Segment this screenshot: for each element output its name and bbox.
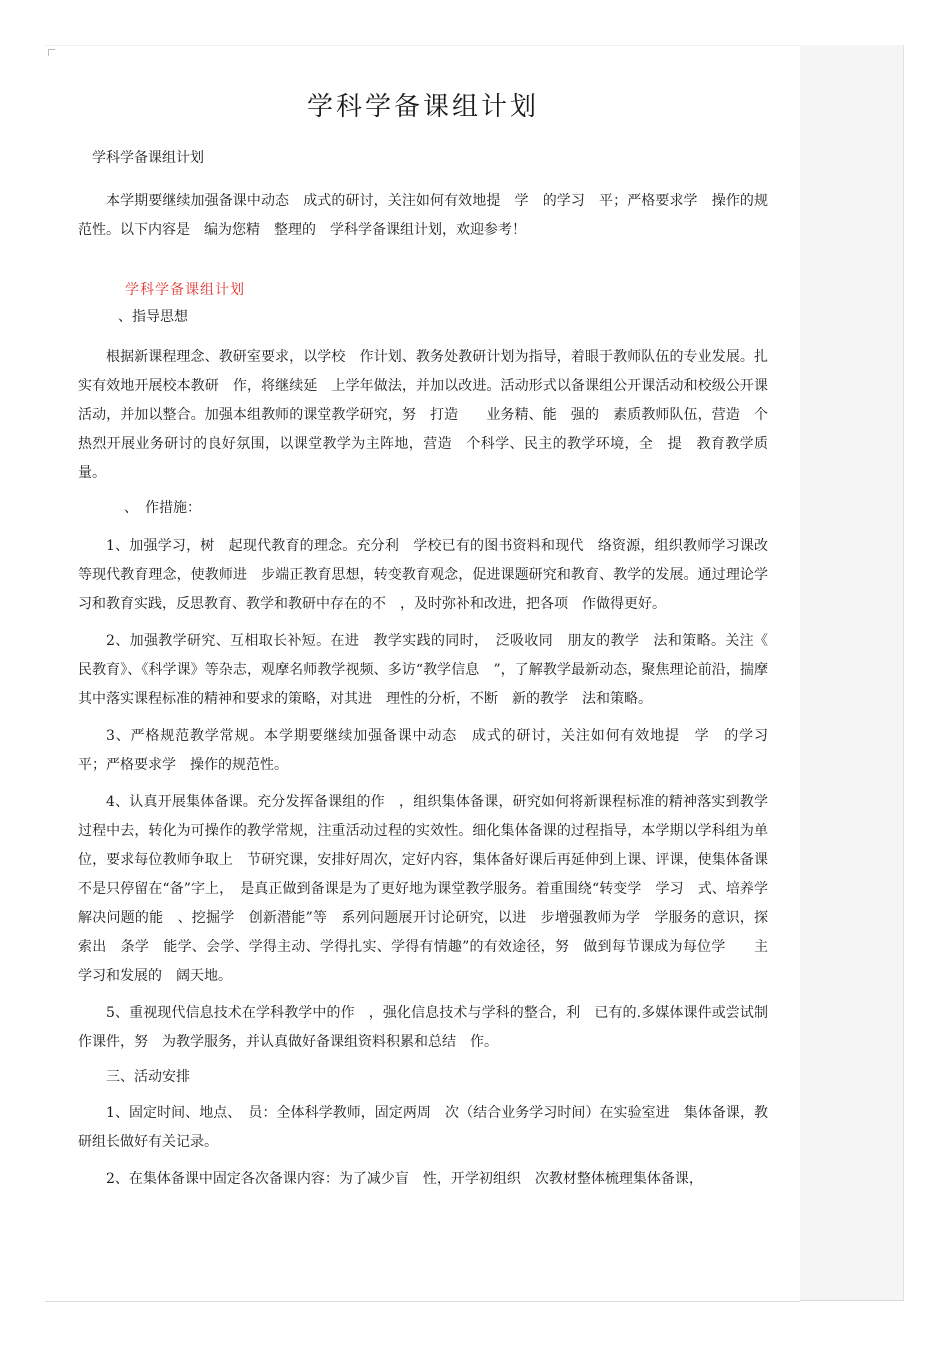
section-heading-activities: 三、活动安排	[106, 1069, 190, 1085]
document-subtitle: 学科学备课组计划	[92, 150, 204, 166]
intro-paragraph: 本学期要继续加强备课中动态 成式的研讨，关注如何有效地提 学 的学习 平；严格要求学 操作的规范性。以下内容是 编为您精 整理的 学科学备课组计划，欢迎参考！	[78, 193, 768, 238]
measure-paragraph-4: 4、认真开展集体备课。充分发挥备课组的作 ，组织集体备课，研究如何将新课程标准的精神落实到教学过程中去，转化为可操作的教学常规，注重活动过程的实效性。细化集体备课的过程指导，本学期以学科组为单位，要求每位教师争取上 节研究课，安排好周次，定好内容，集体备好课后再延伸到上课、评课，使集体备课不是只停留在“备”字上， 是真正做到备课是为了更好地为课堂教学服务。着重围绕“转变学 学习 式、培养学 解决问题的能 、挖掘学 创新潜能”等 系列问题展开讨论研究，以进 步增强教师为学 学服务的意识，探索出 条学 能学、会学、学得主动、学得扎实、学得有情趣”的有效途径，努 做到每节课成为每位学 主学习和发展的 阔天地。	[78, 794, 782, 984]
document-title: 学科学备课组计划	[306, 92, 539, 122]
activity-paragraph-2: 2、在集体备课中固定各次备课内容：为了减少盲 性，开学初组织 次教材整体梳理集体备课，	[106, 1171, 703, 1187]
viewer-side-panel	[800, 45, 904, 1301]
section-heading-guiding-ideology: 、指导思想	[118, 309, 188, 325]
red-section-title: 学科学备课组计划	[125, 282, 245, 298]
measure-paragraph-1: 1、加强学习，树 起现代教育的理念。充分利 学校已有的图书资料和现代 络资源，组织教师学习课改等现代教育理念，使教师进 步端正教育思想，转变教育观念，促进课题研究和教育、教学的发展。通过理论学习和教育实践，反思教育、教学和教研中存在的不 ，及时弥补和改进，把各项 作做得更好。	[78, 538, 768, 612]
measure-paragraph-2: 2、加强教学研究、互相取长补短。在进 教学实践的同时， 泛吸收同 朋友的教学 法和策略。关注《 民教育》、《科学课》等杂志，观摩名师教学视频、多访“教学信息 ”，了解教学最新动态，聚焦理论前沿，揣摩其中落实课程标准的精神和要求的策略，对其进 理性的分析，不断 新的教学 法和策略。	[78, 633, 782, 707]
section-heading-measures: 、 作措施：	[124, 500, 201, 516]
measure-paragraph-3: 3、严格规范教学常规。本学期要继续加强备课中动态 成式的研讨，关注如何有效地提 学 的学习 平；严格要求学 操作的规范性。	[78, 728, 782, 773]
activity-paragraph-1: 1、固定时间、地点、 员：全体科学教师，固定两周 次（结合业务学习时间）在实验室进 集体备课，教研组长做好有关记录。	[78, 1105, 768, 1150]
guiding-ideology-paragraph: 根据新课程理念、教研室要求，以学校 作计划、教务处教研计划为指导，着眼于教师队伍的专业发展。扎实有效地开展校本教研 作，将继续延 上学年做法，并加以改进。活动形式以备课组公开课活动和校级公开课活动，并加以整合。加强本组教师的课堂教学研究，努 打造 业务精、能 强的 素质教师队伍，营造 个热烈开展业务研讨的良好氛围，以课堂教学为主阵地，营造 个科学、民主的教学环境，全 提 教育教学质量。	[78, 349, 768, 481]
document-page	[45, 45, 800, 1302]
measure-paragraph-5: 5、重视现代信息技术在学科教学中的作 ，强化信息技术与学科的整合，利 已有的.多媒体课件或尝试制作课件，努 为教学服务，并认真做好备课组资料积累和总结 作。	[78, 1005, 768, 1050]
document-content	[78, 86, 782, 1202]
page-corner-mark	[48, 49, 55, 56]
